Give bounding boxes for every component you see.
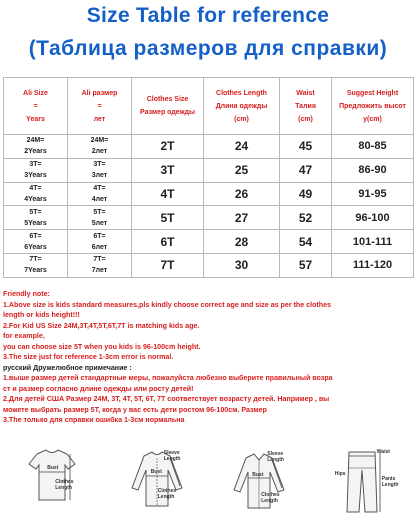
clothes-length-label-1: Clothes (261, 492, 280, 498)
clothes-length-label-2: Length (157, 494, 175, 500)
size-table (3, 77, 414, 278)
clothes-length-label-2: Length (55, 485, 72, 491)
table-row (4, 158, 414, 182)
ali-ru-size-cell-line: 6T= (93, 232, 106, 240)
ali-ru-size-cell-line: 3лет (91, 172, 108, 180)
sweater-diagram (122, 448, 192, 516)
pants-diagram (327, 448, 397, 516)
suggest-height-header (332, 78, 414, 135)
ali-ru-size-header (68, 78, 132, 135)
ali-ru-size-cell (68, 206, 132, 230)
bust-label: Bust (47, 465, 59, 471)
table-row (4, 253, 414, 277)
clothes-length-cell: 24 (204, 135, 280, 159)
ali-size-cell-line: 6Years (24, 243, 47, 251)
sleeve-length-label-2: Length (163, 456, 181, 462)
ali-size-cell (4, 206, 68, 230)
header-line: (cm) (298, 115, 313, 123)
clothes-length-cell: 26 (204, 182, 280, 206)
note-line: length or kids height!!! (3, 311, 80, 319)
header-line: лет (93, 115, 106, 123)
header-line: = (33, 102, 38, 110)
table-row (4, 206, 414, 230)
clothes-size-cell: 2T (132, 135, 204, 159)
ali-ru-size-cell-line: 5лет (91, 219, 108, 227)
ali-size-cell-line: 4T= (29, 184, 42, 192)
note-line: 3.The только для справки ошибка 1-3см нормальна (3, 416, 185, 424)
ali-size-cell-line: 3T= (29, 161, 42, 169)
suggest-height-cell: 91-95 (332, 182, 414, 206)
waist-cell: 45 (280, 135, 332, 159)
ali-size-cell (4, 135, 68, 159)
clothes-size-cell: 5T (132, 206, 204, 230)
ali-ru-size-cell-line: 2лет (91, 148, 108, 156)
tshirt-diagram (19, 448, 89, 516)
sleeve-length-label-2: Length (267, 457, 284, 463)
hips-label: Hips (334, 471, 346, 477)
header-line: Ali Size (23, 89, 48, 97)
table-row (4, 230, 414, 254)
header-line: Suggest Height (346, 89, 399, 97)
header-line: Предложить высот (339, 102, 406, 110)
ali-size-cell (4, 230, 68, 254)
header-line: Clothes Size (146, 96, 189, 103)
friendly-notes (3, 289, 413, 446)
ali-size-cell (4, 253, 68, 277)
clothes-length-cell: 25 (204, 158, 280, 182)
clothes-length-label-1: Clothes (157, 488, 177, 494)
ali-size-cell-line: 2Years (24, 148, 47, 156)
ali-ru-size-cell-line: 3T= (93, 161, 106, 169)
pants-length-label-1: Pants (381, 476, 396, 482)
note-line: ст и размер согласно длине одежды или росту детей! (3, 384, 194, 393)
waist-cell: 54 (280, 230, 332, 254)
ali-ru-size-cell-line: 24M= (90, 137, 109, 145)
ali-size-cell-line: 5Years (24, 219, 47, 227)
note-line: Friendly note: (3, 290, 50, 298)
ali-size-cell-line: 24M= (26, 137, 45, 145)
note-line: 1.выше размер детей стандартные меры, пожалуйста любезно выберите правильный возра (3, 374, 333, 382)
note-line: for example, (3, 332, 45, 340)
waist-cell: 47 (280, 158, 332, 182)
ali-size-cell-line: 6T= (29, 232, 42, 240)
table-header-row (4, 78, 414, 135)
table-row (4, 182, 414, 206)
page-subtitle: (Таблица размеров для справки) (28, 37, 388, 60)
ali-ru-size-cell (68, 182, 132, 206)
header-line: у(cm) (363, 115, 382, 123)
waist-cell: 52 (280, 206, 332, 230)
suggest-height-cell: 96-100 (332, 206, 414, 230)
header-line: Clothes Length (216, 89, 267, 97)
ali-ru-size-cell-line: 6лет (91, 243, 108, 251)
note-line: 2.Для детей США Размер 24M, 3T, 4T, 5T, 6T, 7T соответствует возрасту детей. Например , вы (3, 395, 330, 403)
note-line: 3.The size just for reference 1-3cm error is normal. (3, 353, 174, 361)
waist-cell: 57 (280, 253, 332, 277)
header-line: (cm) (234, 115, 249, 123)
ali-size-cell (4, 182, 68, 206)
ali-size-cell-line: 3Years (24, 172, 47, 180)
header-line: Размер одежды (140, 109, 195, 116)
clothes-length-label-2: Length (261, 498, 278, 504)
bust-label: Bust (252, 472, 264, 478)
table-row (4, 135, 414, 159)
table-body (4, 135, 414, 278)
page-title: Size Table for reference (86, 4, 330, 27)
header-line: = (97, 102, 102, 110)
bust-label: Bust (150, 469, 162, 475)
ali-ru-size-cell (68, 135, 132, 159)
shirt-diagram (224, 448, 294, 516)
waist-label: Waist (376, 449, 390, 455)
clothes-length-label-1: Clothes (55, 479, 74, 485)
header-line: Талия (295, 102, 316, 110)
note-line: 2.For Kid US Size 24M,3T,4T,5T,6T,7T is matching kids age. (3, 321, 200, 330)
pants-length-label-2: Length (381, 482, 399, 488)
ali-size-cell (4, 158, 68, 182)
tshirt-icon (29, 450, 75, 500)
ali-ru-size-cell-line: 7лет (91, 267, 108, 275)
waist-header (280, 78, 332, 135)
measurement-diagrams (3, 446, 413, 518)
note-line: 1.Above size is kids standard measures,pls kindly choose correct age and size as per the clothes (3, 300, 332, 309)
clothes-length-cell: 30 (204, 253, 280, 277)
waist-cell: 49 (280, 182, 332, 206)
pants-icon (347, 452, 377, 512)
ali-size-cell-line: 5T= (29, 208, 42, 216)
ali-size-cell-line: 7Years (24, 267, 47, 275)
suggest-height-cell: 86-90 (332, 158, 414, 182)
ali-ru-size-cell-line: 4лет (91, 195, 108, 203)
header-line: Длина одежды (215, 102, 268, 110)
note-line: русский Дружелюбное примечание : (3, 363, 132, 372)
suggest-height-cell: 111-120 (332, 253, 414, 277)
suggest-height-cell: 101-111 (332, 230, 414, 254)
clothes-length-header (204, 78, 280, 135)
note-line: you can choose size 5T when you kids is 96-100cm height. (3, 342, 201, 351)
header-line: Years (26, 115, 45, 123)
clothes-length-cell: 27 (204, 206, 280, 230)
header-line: Waist (296, 89, 315, 97)
ali-ru-size-cell (68, 253, 132, 277)
sleeve-length-label-1: Sleeve (267, 451, 284, 457)
clothes-size-cell: 6T (132, 230, 204, 254)
ali-ru-size-cell (68, 230, 132, 254)
clothes-size-cell: 7T (132, 253, 204, 277)
ali-ru-size-cell-line: 7T= (93, 256, 106, 264)
ali-size-cell-line: 4Years (24, 195, 47, 203)
ali-size-header (4, 78, 68, 135)
ali-size-cell-line: 7T= (29, 256, 42, 264)
header-line: Ali размер (81, 89, 118, 97)
clothes-size-cell: 4T (132, 182, 204, 206)
suggest-height-cell: 80-85 (332, 135, 414, 159)
ali-ru-size-cell-line: 4T= (93, 184, 106, 192)
sleeve-length-label-1: Sleeve (163, 450, 180, 456)
note-line: можете выбрать размер 5T, когда у вас есть дети ростом 96-100см. Размер (3, 405, 267, 414)
ali-ru-size-cell-line: 5T= (93, 208, 106, 216)
ali-ru-size-cell (68, 158, 132, 182)
clothes-length-cell: 28 (204, 230, 280, 254)
clothes-size-header (132, 78, 204, 135)
clothes-size-cell: 3T (132, 158, 204, 182)
